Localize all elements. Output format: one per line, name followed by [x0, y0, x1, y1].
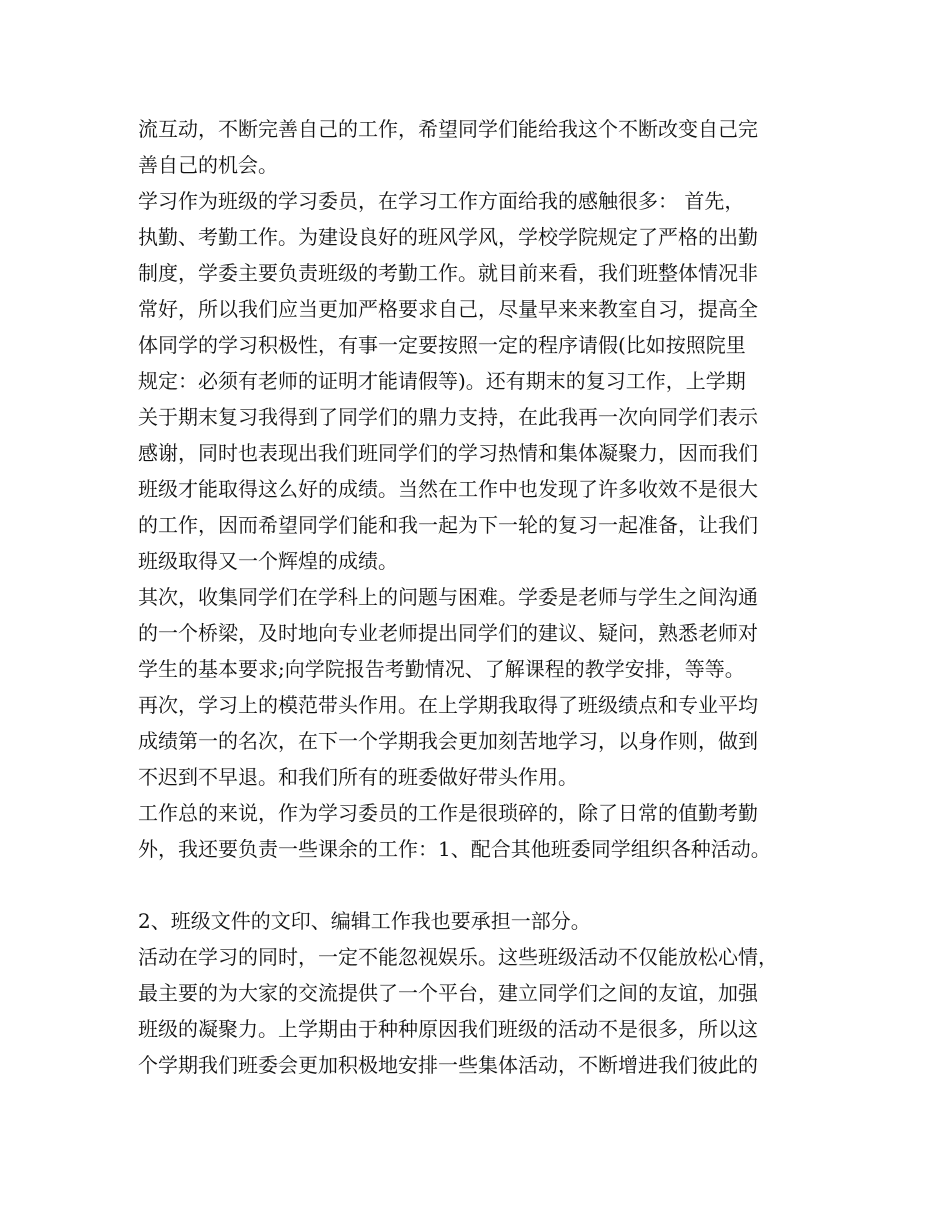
text-line: 执勤、考勤工作。为建设良好的班风学风，学校学院规定了严格的出勤 [138, 225, 758, 249]
text-line: 其次，收集同学们在学科上的问题与困难。学委是老师与学生之间沟通 [138, 585, 758, 609]
text-line: 2、班级文件的文印、编辑工作我也要承担一部分。 [138, 909, 591, 933]
text-line: 规定：必须有老师的证明才能请假等)。还有期末的复习工作，上学期 [138, 369, 746, 393]
text-line: 感谢，同时也表现出我们班同学们的学习热情和集体凝聚力，因而我们 [138, 441, 758, 465]
text-line: 个学期我们班委会更加积极地安排一些集体活动，不断增进我们彼此的 [138, 1053, 758, 1077]
text-line: 外，我还要负责一些课余的工作：1、配合其他班委同学组织各种活动。 [138, 837, 771, 861]
text-line: 体同学的学习积极性，有事一定要按照一定的程序请假(比如按照院里 [138, 333, 746, 357]
text-line: 的工作，因而希望同学们能和我一起为下一轮的复习一起准备，让我们 [138, 513, 758, 537]
text-line: 班级取得又一个辉煌的成绩。 [138, 549, 398, 573]
text-line: 活动在学习的同时，一定不能忽视娱乐。这些班级活动不仅能放松心情， [138, 945, 778, 969]
text-line: 善自己的机会。 [138, 153, 278, 177]
text-line: 学习作为班级的学习委员，在学习工作方面给我的感触很多： 首先， [138, 189, 745, 213]
text-line: 的一个桥梁，及时地向专业老师提出同学们的建议、疑问，熟悉老师对 [138, 621, 758, 645]
text-line: 成绩第一的名次，在下一个学期我会更加刻苦地学习，以身作则，做到 [138, 729, 758, 753]
text-line: 再次，学习上的模范带头作用。在上学期我取得了班级绩点和专业平均 [138, 693, 758, 717]
text-line: 班级才能取得这么好的成绩。当然在工作中也发现了许多收效不是很大 [138, 477, 758, 501]
text-line: 学生的基本要求;向学院报告考勤情况、了解课程的教学安排，等等。 [138, 657, 745, 681]
text-line: 流互动，不断完善自己的工作，希望同学们能给我这个不断改变自己完 [138, 117, 758, 141]
blank-line [138, 867, 838, 903]
text-line: 制度，学委主要负责班级的考勤工作。就目前来看，我们班整体情况非 [138, 261, 758, 285]
text-line: 工作总的来说，作为学习委员的工作是很琐碎的，除了日常的值勤考勤 [138, 801, 758, 825]
text-line: 关于期末复习我得到了同学们的鼎力支持，在此我再一次向同学们表示 [138, 405, 758, 429]
text-line: 常好，所以我们应当更加严格要求自己，尽量早来来教室自习，提高全 [138, 297, 758, 321]
text-line: 不迟到不早退。和我们所有的班委做好带头作用。 [138, 765, 578, 789]
text-line: 最主要的为大家的交流提供了一个平台，建立同学们之间的友谊，加强 [138, 981, 758, 1005]
text-line: 班级的凝聚力。上学期由于种种原因我们班级的活动不是很多，所以这 [138, 1017, 758, 1041]
document-body [138, 111, 838, 1083]
